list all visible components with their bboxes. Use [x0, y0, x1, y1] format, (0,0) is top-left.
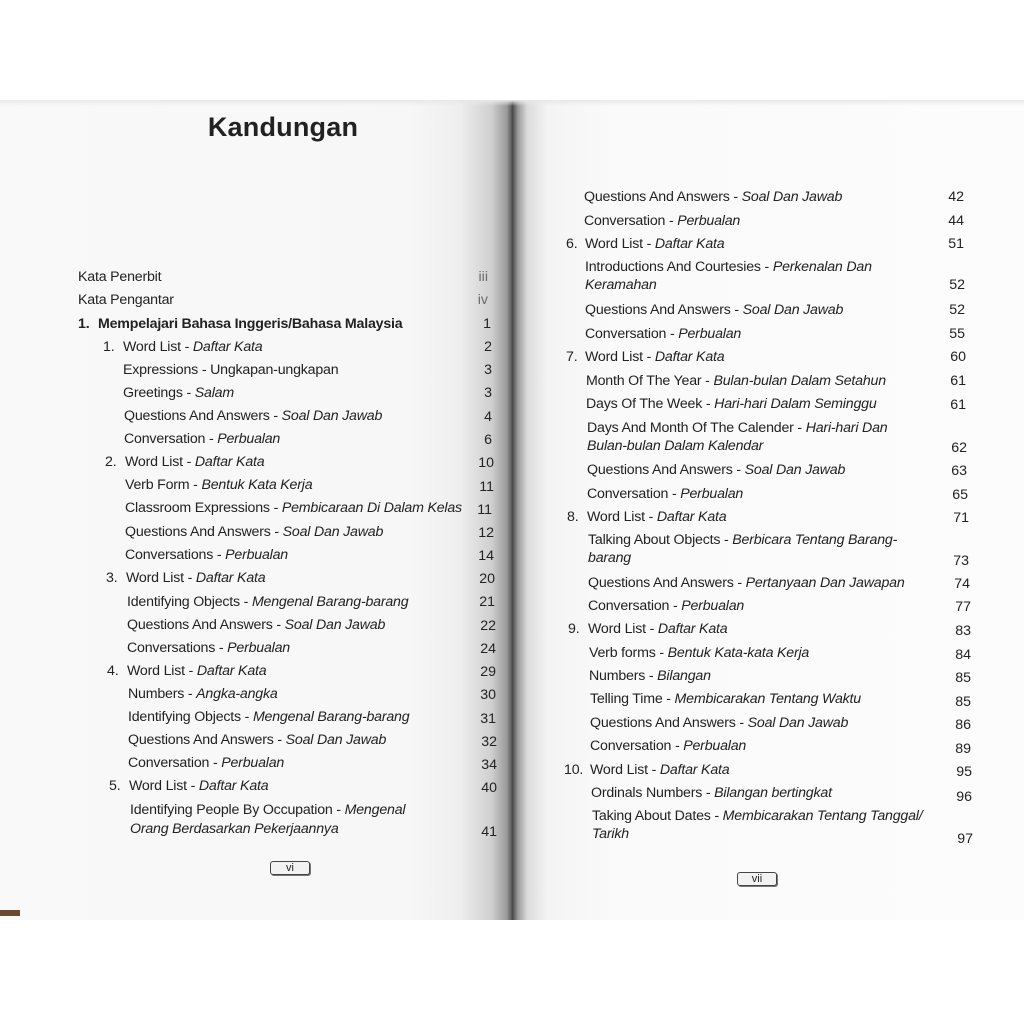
toc-entry-malay: Pembicaraan Di Dalam Kelas	[281, 500, 462, 516]
toc-entry-separator: -	[642, 349, 655, 365]
toc-page-number: 95	[956, 764, 972, 780]
toc-entry-malay: Soal Dan Jawab	[741, 189, 843, 205]
toc-entry	[585, 325, 741, 343]
toc-entry-separator: -	[269, 500, 282, 516]
toc-entry-english: Month Of The Year	[586, 373, 702, 389]
toc-page-number: 61	[950, 373, 966, 389]
toc-entry-english: Days And Month Of The Calender	[587, 420, 794, 436]
toc-page-number: 21	[479, 594, 495, 610]
toc-page-number: 42	[948, 189, 964, 205]
toc-entry-english: Identifying Objects	[128, 709, 241, 725]
toc-page-number: 89	[955, 741, 971, 757]
toc-entry	[78, 268, 161, 286]
toc-page-number: 3	[484, 385, 492, 401]
toc-page-number: 86	[955, 717, 971, 733]
toc-entry-english: Word List	[129, 778, 187, 794]
toc-entry-number: 6.	[566, 236, 578, 252]
toc-entry-english: Word List	[587, 509, 645, 525]
toc-entry	[128, 754, 284, 772]
toc-entry	[124, 407, 382, 425]
toc-entry	[587, 485, 743, 503]
toc-entry-english: Questions And Answers	[590, 715, 736, 731]
toc-entry-malay: Perbualan	[680, 486, 744, 502]
toc-entry-english: Identifying Objects	[127, 594, 240, 610]
toc-entry-english: Word List	[588, 621, 646, 637]
toc-entry-separator: -	[272, 617, 285, 633]
toc-entry	[584, 188, 842, 206]
toc-entry	[106, 569, 265, 587]
toc-entry-separator: -	[209, 755, 222, 771]
toc-entry	[103, 338, 262, 356]
toc-page-number: 62	[951, 440, 967, 456]
toc-entry	[566, 348, 724, 366]
toc-entry	[125, 476, 312, 494]
toc-entry	[588, 531, 928, 567]
toc-entry	[589, 667, 711, 685]
toc-entry	[125, 546, 288, 564]
toc-entry-english: Questions And Answers	[124, 408, 270, 424]
toc-entry-english: Word List	[127, 663, 185, 679]
page-top-shadow	[0, 100, 1024, 106]
toc-page-number: 85	[955, 670, 971, 686]
toc-page-number: 14	[478, 548, 494, 564]
toc-entry	[125, 499, 462, 517]
toc-entry	[584, 212, 740, 230]
toc-entry-malay: Perbualan	[678, 326, 742, 342]
toc-page-number: 1	[483, 316, 491, 332]
toc-page-number: 63	[951, 463, 967, 479]
toc-page-number: 60	[950, 349, 966, 365]
toc-entry-english: Conversation	[584, 213, 666, 229]
toc-entry-english: Conversation	[124, 431, 206, 447]
toc-entry	[592, 807, 932, 843]
toc-entry	[587, 461, 845, 479]
toc-entry-malay: Perbualan	[683, 738, 747, 754]
toc-entry	[566, 235, 724, 253]
toc-page-number: 29	[480, 664, 496, 680]
toc-page-number: 3	[484, 362, 492, 378]
toc-page-number: 20	[479, 571, 495, 587]
toc-entry-malay: Bentuk Kata-kata Kerja	[667, 645, 810, 661]
toc-entry	[78, 291, 174, 309]
toc-entry-separator: -	[733, 575, 746, 591]
toc-entry-malay: Membicarakan Tentang Tanggal/	[722, 808, 923, 824]
toc-entry-separator: -	[644, 509, 657, 525]
toc-entry-malay: Soal Dan Jawab	[747, 715, 849, 731]
toc-entry-separator: -	[668, 486, 681, 502]
toc-entry-english: Numbers	[589, 668, 646, 684]
toc-entry-separator: -	[702, 396, 715, 412]
toc-entry-english: Expressions - Ungkapan-ungkapan	[123, 362, 339, 378]
toc-entry-separator: -	[186, 778, 199, 794]
toc-entry-malay: Perkenalan Dan	[772, 259, 872, 275]
toc-page-number: 32	[481, 734, 497, 750]
toc-entry-separator: -	[239, 594, 252, 610]
toc-entry-malay: Daftar Kata	[654, 236, 725, 252]
toc-entry-malay-continued: Tarikh	[592, 826, 629, 842]
toc-entry-english: Classroom Expressions	[125, 500, 270, 516]
toc-entry-english: Questions And Answers	[587, 462, 733, 478]
toc-entry	[585, 301, 843, 319]
toc-entry-separator: -	[240, 709, 253, 725]
toc-entry-malay: Membicarakan Tentang Waktu	[674, 691, 861, 707]
toc-entry-separator: -	[184, 686, 197, 702]
toc-entry-english: Conversations	[127, 640, 216, 656]
toc-entry-separator: -	[183, 570, 196, 586]
toc-entry-malay: Daftar Kata	[195, 570, 266, 586]
toc-entry-malay: Mengenal Barang-barang	[251, 594, 409, 610]
toc-page-number: 11	[479, 479, 494, 495]
toc-entry-malay-continued: Bulan-bulan Dalam Kalendar	[587, 438, 764, 454]
toc-entry-english: Word List	[585, 236, 643, 252]
toc-entry-separator: -	[645, 621, 658, 637]
toc-entry	[588, 597, 744, 615]
toc-entry	[567, 508, 726, 526]
toc-page-number: 96	[956, 789, 972, 805]
toc-entry-malay: Hari-hari Dan	[805, 420, 888, 436]
toc-entry-separator: -	[671, 738, 684, 754]
toc-page-number: 31	[480, 711, 496, 727]
toc-entry-malay: Bulan-bulan Dalam Setahun	[713, 373, 886, 389]
toc-entry	[591, 784, 832, 802]
toc-entry	[589, 644, 809, 662]
toc-page-number: 10	[478, 455, 494, 471]
toc-entry-separator: -	[180, 339, 193, 355]
toc-entry-malay: Soal Dan Jawab	[282, 524, 384, 540]
toc-entry-separator: -	[729, 189, 742, 205]
toc-entry-malay: Perbualan	[681, 598, 745, 614]
toc-entry	[123, 384, 234, 402]
toc-entry-malay: Perbualan	[677, 213, 741, 229]
toc-entry-english: Conversations	[125, 547, 214, 563]
toc-entry-english: Kata Penerbit	[78, 269, 162, 285]
toc-entry	[125, 523, 383, 541]
toc-entry-english: Word List	[590, 762, 648, 778]
toc-entry-malay-continued: Orang Berdasarkan Pekerjaannya	[130, 821, 339, 837]
toc-entry-number: 8.	[567, 509, 579, 525]
toc-entry-malay-continued: Keramahan	[585, 277, 657, 293]
toc-entry-english: Questions And Answers	[588, 575, 734, 591]
toc-entry-malay: Perbualan	[227, 640, 290, 656]
toc-entry-malay: Perbualan	[225, 547, 288, 563]
toc-entry-malay-continued: barang	[588, 550, 631, 566]
toc-entry-malay: Daftar Kata	[196, 663, 267, 679]
toc-page-number: 52	[949, 302, 965, 318]
toc-entry-english: Mempelajari Bahasa Inggeris/Bahasa Malaysia	[98, 316, 403, 332]
toc-entry-malay: Pertanyaan Dan Jawapan	[745, 575, 905, 591]
toc-page-number: 73	[953, 553, 969, 569]
toc-page-number: 34	[481, 757, 497, 773]
toc-entry	[586, 395, 877, 413]
toc-page-number: 11	[477, 502, 492, 518]
toc-page-number: 6	[484, 432, 492, 448]
toc-page-number: 30	[480, 687, 496, 703]
toc-page-number: 84	[955, 647, 971, 663]
toc-page-number: iii	[478, 269, 488, 285]
toc-entry	[123, 361, 338, 379]
toc-entry-number: 7.	[566, 349, 578, 365]
toc-entry-english: Conversation	[585, 326, 667, 342]
toc-entry-separator: -	[662, 691, 675, 707]
toc-entry-malay: Soal Dan Jawab	[281, 408, 383, 424]
toc-entry-separator: -	[189, 477, 202, 493]
toc-entry	[128, 685, 278, 703]
toc-entry-english: Word List	[126, 570, 184, 586]
toc-entry-separator: -	[645, 668, 658, 684]
toc-entry-separator: -	[273, 732, 286, 748]
toc-entry	[130, 801, 470, 839]
toc-entry-number: 3.	[106, 570, 118, 586]
right-page-number: vii	[737, 872, 777, 886]
toc-entry-english: Conversation	[587, 486, 669, 502]
left-page-number: vi	[270, 861, 310, 875]
toc-entry-separator: -	[710, 808, 723, 824]
toc-entry-english: Conversation	[588, 598, 670, 614]
toc-entry-separator: -	[669, 598, 682, 614]
page-title: Kandungan	[207, 112, 359, 142]
toc-entry-malay: Perbualan	[221, 755, 285, 771]
toc-entry	[568, 620, 727, 638]
toc-entry-english: Questions And Answers	[584, 189, 730, 205]
toc-entry	[127, 616, 385, 634]
toc-entry-malay: Perbualan	[217, 431, 281, 447]
toc-entry-english: Identifying People By Occupation	[130, 802, 333, 818]
toc-entry-english: Questions And Answers	[125, 524, 271, 540]
toc-page-number: 22	[480, 618, 496, 634]
toc-entry	[587, 419, 927, 455]
toc-entry	[78, 315, 402, 333]
toc-entry	[128, 731, 386, 749]
toc-entry-separator: -	[332, 802, 345, 818]
toc-page-number: 71	[953, 510, 969, 526]
toc-entry-malay: Soal Dan Jawab	[285, 732, 387, 748]
toc-page-number: 83	[955, 623, 971, 639]
toc-entry-malay: Daftar Kata	[657, 621, 728, 637]
toc-entry	[127, 593, 408, 611]
toc-entry-malay: Mengenal	[344, 802, 406, 818]
toc-entry-separator: -	[720, 532, 733, 548]
toc-page-number: 24	[480, 641, 496, 657]
toc-entry-malay: Soal Dan Jawab	[284, 617, 386, 633]
toc-entry-separator: -	[215, 640, 228, 656]
toc-page-number: 44	[948, 213, 964, 229]
toc-page-number: 97	[957, 831, 973, 847]
toc-page-number: 40	[481, 780, 497, 796]
toc-entry-separator: -	[793, 420, 806, 436]
toc-entry	[109, 777, 268, 795]
toc-entry	[127, 639, 290, 657]
toc-entry-number: 1.	[103, 339, 115, 355]
toc-entry-english: Verb forms	[589, 645, 656, 661]
toc-entry-separator: -	[647, 762, 660, 778]
toc-entry-malay: Berbicara Tentang Barang-	[732, 532, 898, 548]
toc-entry-malay: Daftar Kata	[656, 509, 727, 525]
toc-entry-english: Kata Pengantar	[78, 292, 174, 308]
toc-entry-english: Word List	[585, 349, 643, 365]
toc-entry-separator: -	[269, 408, 282, 424]
toc-entry-malay: Bilangan bertingkat	[714, 785, 832, 801]
toc-entry	[585, 258, 925, 294]
toc-entry-separator: -	[732, 462, 745, 478]
corner-mark	[0, 910, 20, 916]
toc-entry-english: Conversation	[128, 755, 210, 771]
toc-entry-malay: Salam	[194, 385, 234, 401]
toc-page-number: 51	[948, 236, 964, 252]
toc-entry	[590, 714, 848, 732]
toc-entry-separator: -	[701, 373, 714, 389]
toc-entry-separator: -	[730, 302, 743, 318]
toc-entry-number: 9.	[568, 621, 580, 637]
toc-entry-separator: -	[182, 454, 195, 470]
toc-entry-separator: -	[182, 385, 195, 401]
toc-entry-malay: Bentuk Kata Kerja	[201, 477, 313, 493]
toc-entry-separator: -	[205, 431, 218, 447]
toc-entry-malay: Daftar Kata	[194, 454, 265, 470]
toc-entry-malay: Daftar Kata	[192, 339, 263, 355]
toc-entry-number: 5.	[109, 778, 121, 794]
toc-entry-malay: Mengenal Barang-barang	[252, 709, 410, 725]
toc-page-number: 74	[954, 576, 970, 592]
toc-entry-separator: -	[642, 236, 655, 252]
toc-entry-malay: Hari-hari Dalam Seminggu	[714, 396, 877, 412]
toc-entry-english: Word List	[125, 454, 183, 470]
toc-page-number: 55	[949, 326, 965, 342]
toc-entry-english: Numbers	[128, 686, 185, 702]
toc-entry-english: Verb Form	[125, 477, 190, 493]
toc-entry-english: Days Of The Week	[586, 396, 703, 412]
toc-entry-english: Questions And Answers	[585, 302, 731, 318]
toc-entry	[107, 662, 266, 680]
toc-entry	[105, 453, 264, 471]
toc-entry-number: 1.	[78, 316, 90, 332]
toc-entry	[128, 708, 409, 726]
toc-entry-english: Word List	[123, 339, 181, 355]
toc-entry	[564, 761, 729, 779]
toc-entry-english: Telling Time	[590, 691, 663, 707]
toc-entry-separator: -	[213, 547, 226, 563]
toc-entry-number: 2.	[105, 454, 117, 470]
toc-entry-malay: Soal Dan Jawab	[744, 462, 846, 478]
toc-page-number: 4	[484, 409, 492, 425]
toc-entry-separator: -	[184, 663, 197, 679]
toc-page-number: 52	[949, 277, 965, 293]
toc-page-number: 2	[484, 339, 492, 355]
toc-entry	[590, 690, 861, 708]
toc-entry	[586, 372, 886, 390]
toc-entry-malay: Daftar Kata	[198, 778, 269, 794]
toc-entry-english: Ordinals Numbers	[591, 785, 703, 801]
toc-entry-english: Greetings	[123, 385, 183, 401]
toc-page-number: 65	[952, 487, 968, 503]
toc-entry-english: Taking About Dates	[592, 808, 711, 824]
toc-entry-number: 10.	[564, 762, 584, 778]
toc-entry-english: Conversation	[590, 738, 672, 754]
toc-entry-malay: Daftar Kata	[654, 349, 725, 365]
toc-page-number: 61	[950, 397, 966, 413]
toc-entry	[590, 737, 746, 755]
toc-page-number: 41	[481, 824, 497, 840]
toc-entry-separator: -	[702, 785, 715, 801]
toc-entry-separator: -	[735, 715, 748, 731]
toc-entry-separator: -	[270, 524, 283, 540]
toc-entry	[124, 430, 280, 448]
toc-page-number: 85	[955, 694, 971, 710]
toc-entry-malay: Angka-angka	[196, 686, 278, 702]
toc-entry	[588, 574, 905, 592]
toc-entry-number: 4.	[107, 663, 119, 679]
toc-entry-separator: -	[760, 259, 773, 275]
toc-entry-separator: -	[666, 326, 679, 342]
toc-entry-english: Talking About Objects	[588, 532, 721, 548]
toc-entry-malay: Daftar Kata	[659, 762, 730, 778]
toc-entry-malay: Bilangan	[657, 668, 711, 684]
toc-entry-separator: -	[665, 213, 678, 229]
toc-page-number: iv	[477, 292, 488, 308]
toc-entry-malay: Soal Dan Jawab	[742, 302, 844, 318]
toc-entry-english: Questions And Answers	[128, 732, 274, 748]
toc-page-number: 77	[955, 599, 971, 615]
toc-entry-english: Introductions And Courtesies	[585, 259, 761, 275]
toc-entry-separator: -	[655, 645, 668, 661]
toc-page-number: 12	[478, 525, 494, 541]
toc-entry-english: Questions And Answers	[127, 617, 273, 633]
